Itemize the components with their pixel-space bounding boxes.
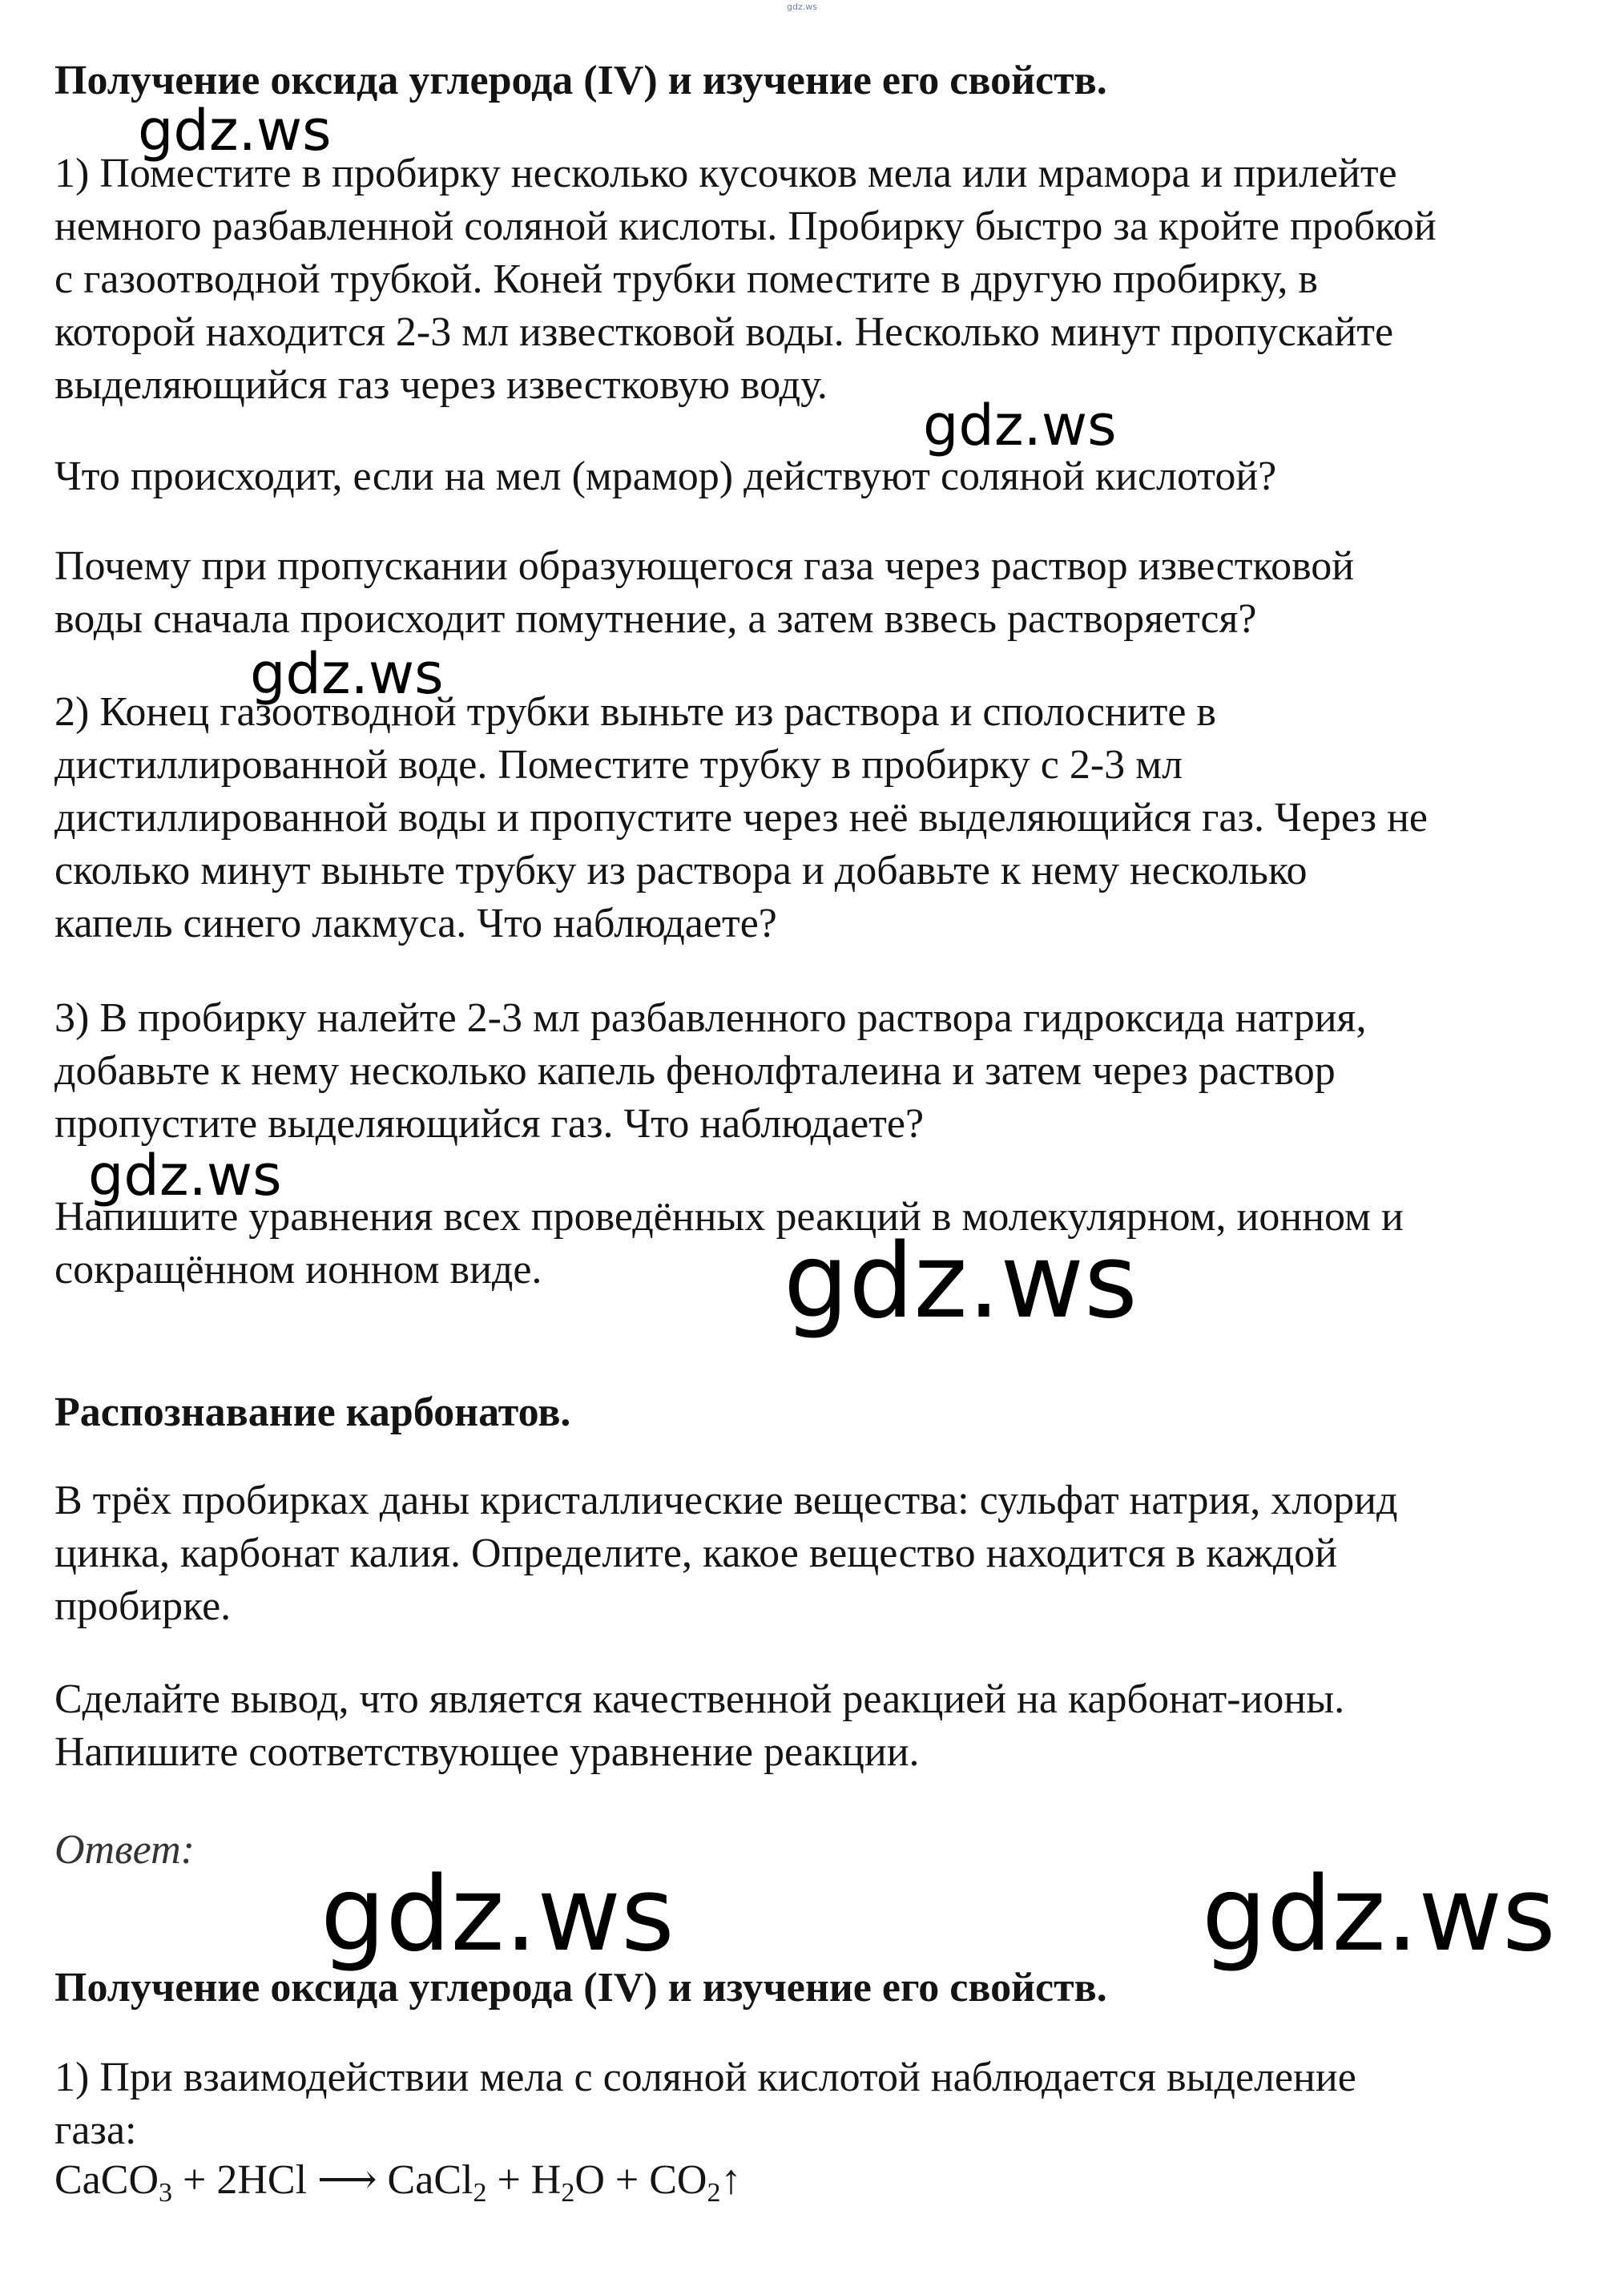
- watermark: gdz.ws: [320, 1855, 675, 1974]
- paragraph-equations: Напишите уравнения всех проведённых реакций в молекулярном, ионном и сокращённом ионном виде.: [54, 1194, 1404, 1293]
- formula-part-o: O + CO: [574, 2157, 707, 2203]
- answer-label: Ответ:: [54, 1827, 195, 1873]
- formula-part-h: + H: [486, 2157, 562, 2203]
- question-1: Что происходит, если на мел (мрамор) действуют соляной кислотой?: [54, 454, 1277, 499]
- paragraph-conclusion: Сделайте вывод, что является качественной реакцией на карбонат-ионы. Напишите соответствующее уравнение реакции.: [54, 1676, 1345, 1775]
- watermark: gdz.ws: [88, 1143, 282, 1208]
- formula-sub-2a: 2: [473, 2178, 487, 2208]
- formula-sub-2c: 2: [707, 2178, 721, 2208]
- formula-part-hcl: + 2HCl ⟶ CaCl: [172, 2157, 473, 2203]
- answer-paragraph-1: 1) При взаимодействии мела с соляной кислотой наблюдается выделение газа:: [54, 2055, 1356, 2153]
- formula-part-caco: CaCO: [54, 2157, 159, 2203]
- watermark: gdz.ws: [138, 98, 332, 163]
- formula-sub-2b: 2: [561, 2178, 575, 2208]
- paragraph-step-2: 2) Конец газоотводной трубки выньте из раствора и сполосните в дистиллированной воде. Поместите трубку в пробирку с 2-3 мл дистиллированной воды и пропустите через неё выделяющийся газ. Через не сколько минут выньте трубку из раствора и добавьте к нему несколько капель синего лакмуса. Что наблюдаете?: [54, 689, 1428, 946]
- reaction-equation: [54, 2154, 741, 2207]
- section-title: Получение оксида углерода (IV) и изучение его свойств.: [54, 58, 1107, 103]
- paragraph-step-3: 3) В пробирку налейте 2-3 мл разбавленного раствора гидроксида натрия, добавьте к нему несколько капель фенолфталеина и затем через раствор пропустите выделяющийся газ. Что наблюдаете?: [54, 995, 1367, 1147]
- paragraph-step-1: 1) Поместите в пробирку несколько кусочков мела или мрамора и прилейте немного разбавленной соляной кислоты. Пробирку быстро за кройте пробкой с газоотводной трубкой. Коней трубки поместите в другую пробирку, в которой находится 2-3 мл известковой воды. Несколько минут пропускайте выделяющийся газ через известковую воду.: [54, 151, 1437, 408]
- watermark: gdz.ws: [1202, 1855, 1556, 1974]
- answer-section-title: Получение оксида углерода (IV) и изучение его свойств.: [54, 1965, 1107, 2011]
- formula-sub-3: 3: [159, 2178, 172, 2208]
- header-watermark: gdz.ws: [787, 2, 817, 12]
- watermark: gdz.ws: [784, 1222, 1138, 1341]
- watermark: gdz.ws: [250, 641, 444, 707]
- watermark: gdz.ws: [923, 393, 1117, 458]
- section-title-carbonates: Распознавание карбонатов.: [54, 1390, 571, 1435]
- question-2: Почему при пропускании образующегося газа через раствор известковой воды сначала происходит помутнение, а затем взвесь растворяется?: [54, 543, 1355, 642]
- gas-arrow: ↑: [720, 2157, 742, 2203]
- paragraph-carbonates: В трёх пробирках даны кристаллические вещества: сульфат натрия, хлорид цинка, карбонат калия. Определите, какое вещество находится в каждой пробирке.: [54, 1478, 1398, 1629]
